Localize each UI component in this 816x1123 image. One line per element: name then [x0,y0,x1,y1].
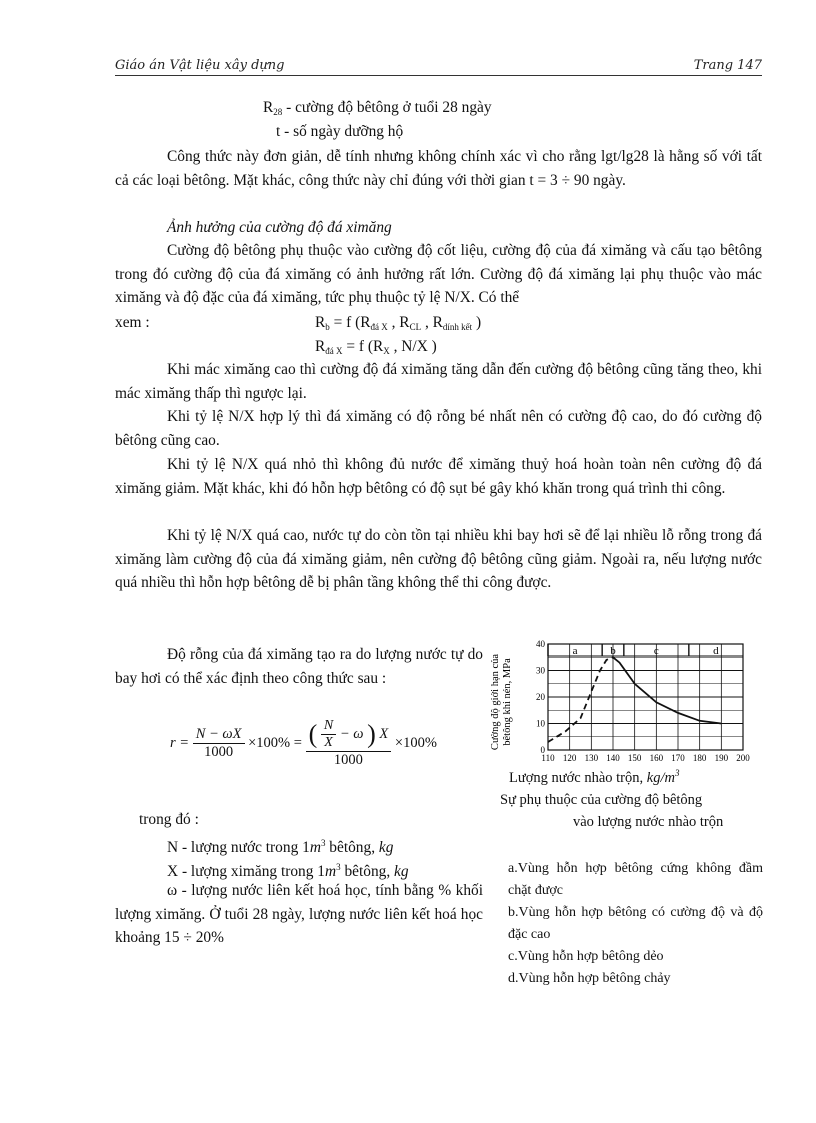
x-tick-label: 200 [736,753,750,763]
formula-rdax: $R_{đá X} = f$ ($R_X$ , N/X ) [315,338,437,356]
y-axis-label: Cường độ giới hạn củabêtông khi nén, MPa [490,653,513,751]
x-tick-label: 150 [627,753,642,763]
x-tick-label: 140 [606,753,620,763]
x-tick-label: 190 [714,753,729,763]
xem-label: xem : [115,314,150,331]
paragraph-5: Khi tỷ lệ N/X quá nhỏ thì không đủ nước để ximăng thuỷ hoá hoàn toàn nên cường độ đá ximăng giảm. Mặt khác, khi đó hỗn hợp bêtông có độ sụt bé gây khó khăn trong quá trình thi công. [115,456,762,497]
def-r28: $R_{28}$ - cường độ bêtông ở tuổi 28 ngày [263,99,492,117]
paragraph-6: Khi tỷ lệ N/X quá cao, nước tự do còn tồn tại nhiều khi bay hơi sẽ để lại nhiều lỗ rỗng trong đá ximăng làm cường độ của đá ximăng giảm, nên cường độ bêtông cũng giảm. Ngoài ra, nếu lượng nước quá nhiều thì hỗn hợp bêtông dễ bị phân tầng không thể thi công được. [115,527,762,592]
x-tick-label: 120 [562,753,577,763]
strength-water-chart [488,636,768,768]
legend-c: c.Vùng hỗn hợp bêtông dẻo [508,949,664,964]
x-tick-label: 130 [584,753,599,763]
zone-label-c: c [653,645,659,657]
y-tick-label: 40 [536,639,545,649]
paragraph-1: Công thức này đơn giản, dễ tính nhưng không chính xác vì cho rằng lgt/lg28 là hằng số với tất cả các loại bêtông. Mặt khác, công thức này chỉ đúng với thời gian t = 3 ÷ 90 ngày. [115,148,762,189]
paragraph-3: Khi mác ximăng cao thì cường độ đá ximăng tăng dẫn đến cường độ bêtông cũng tăng theo, khi mác ximăng thấp thì ngược lại. [115,361,762,402]
header-title: Giáo án Vật liệu xây dựng [115,58,285,73]
zone-label-b: b [610,645,616,657]
y-tick-label: 10 [536,718,545,729]
legend-a: a.Vùng hỗn hợp bêtông cứng không đầm chặt được [508,861,763,898]
header-page-number: Trang 147 [693,58,762,73]
paragraph-7: Độ rỗng của đá ximăng tạo ra do lượng nước tự do bay hơi có thể xác định theo công thức sau : [115,646,483,687]
y-tick-label: 20 [536,692,545,702]
series-line-dashed [548,657,613,742]
porosity-formula: r = $\frac{N - \omega X}{1000}$ ×100% = ( $\frac{N}{X}$ − ω ) X 1000 ×100% [170,718,437,768]
x-tick-label: 160 [649,753,664,763]
paragraph-2: Cường độ bêtông phụ thuộc vào cường độ cốt liệu, cường độ của đá ximăng và cấu tạo bêtông trong đó cường độ của đá ximăng có ảnh hưởng rất lớn. Cường độ đá ximăng lại phụ thuộc vào mác ximăng và độ đặc của đá ximăng, tức phụ thuộc tỷ lệ N/X. Có thể [115,242,762,307]
chart-title-2: vào lượng nước nhào trộn [573,814,724,830]
legend-d: d.Vùng hỗn hợp bêtông chảy [508,971,671,986]
x-tick-label: 180 [692,753,707,763]
var-n: N - lượng nước trong $1m^3$ bêtông, kg [167,838,394,857]
def-t: t - số ngày dưỡng hộ [276,123,404,140]
formula-rb: $R_b = f$ ($R_{đá X}$ , $R_{CL}$ , $R_{dính kết}$ ) [315,314,482,332]
chart-xlabel: Lượng nước nhào trộn, $kg/m^3$ [509,768,680,786]
header-rule [115,75,762,76]
zone-label-d: d [713,645,719,657]
var-omega: ω - lượng nước liên kết hoá học, tính bằng % khối lượng ximăng. Ở tuổi 28 ngày, lượng nước liên kết hoá học khoảng 15 ÷ 20% [115,882,483,947]
series-line-solid [613,657,721,723]
x-tick-label: 110 [541,753,555,763]
where-label: trong đó : [139,811,199,828]
zone-label-a: a [572,645,578,657]
var-x: X - lượng ximăng trong $1m^3$ bêtông, kg [167,862,409,881]
paragraph-4: Khi tỷ lệ N/X hợp lý thì đá ximăng có độ rỗng bé nhất nên có cường độ cao, do đó cường độ bêtông cũng cao. [115,408,762,449]
legend-b: b.Vùng hỗn hợp bêtông có cường độ và độ đặc cao [508,905,763,942]
chart-title-1: Sự phụ thuộc của cường độ bêtông [500,792,703,808]
y-tick-label: 30 [536,665,545,676]
x-tick-label: 170 [671,753,685,763]
y-tick-label: 0 [540,745,545,755]
section-heading: Ảnh hưởng của cường độ đá ximăng [167,219,392,236]
